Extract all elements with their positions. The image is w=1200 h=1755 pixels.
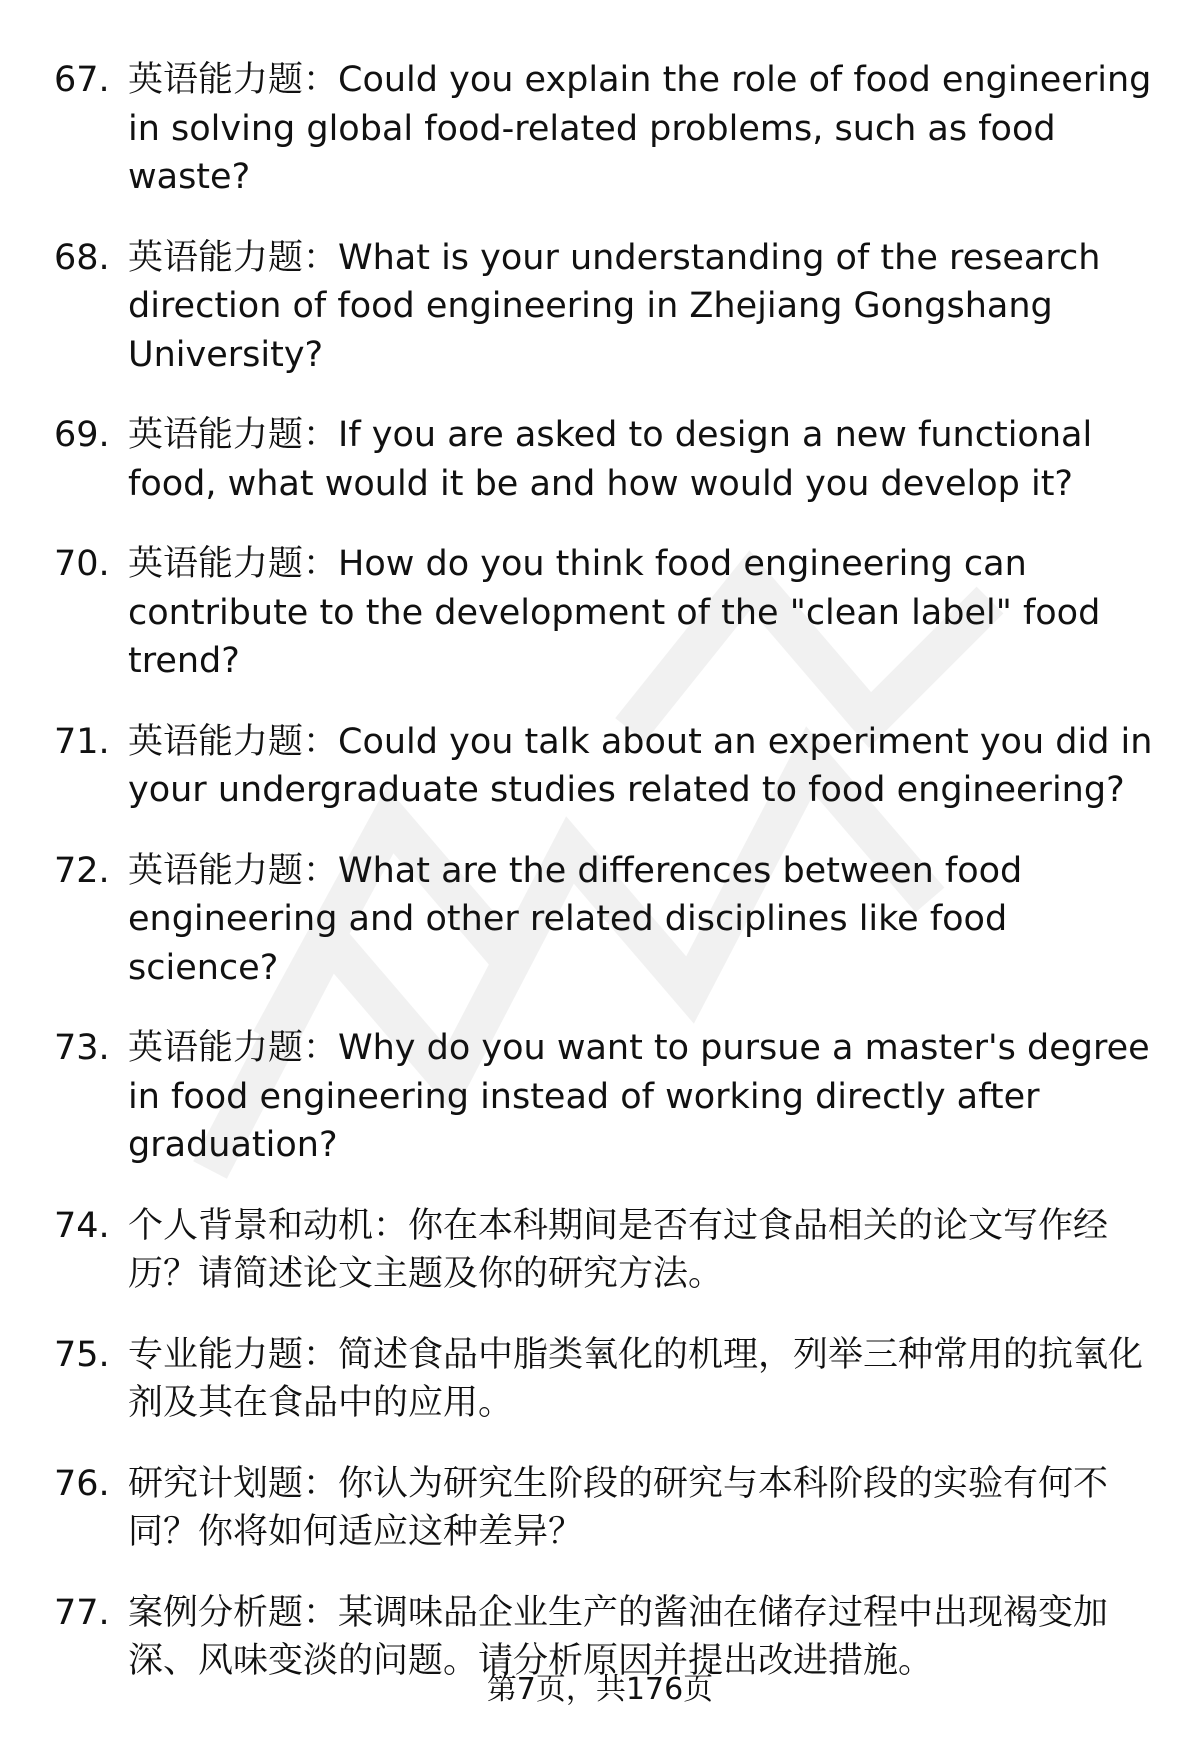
question-item xyxy=(54,411,1166,508)
question-item xyxy=(54,1024,1166,1170)
question-number: 76. xyxy=(54,1463,110,1504)
question-text: 专业能力题：简述食品中脂类氧化的机理，列举三种常用的抗氧化剂及其在食品中的应用。 xyxy=(128,1334,1144,1423)
question-text: 英语能力题：Could you explain the role of food engineering in solving global food-related problems, such as food waste? xyxy=(128,60,1152,197)
question-text: 英语能力题：What are the differences between food engineering and other related disciplines like food science? xyxy=(128,850,1023,988)
question-text: 英语能力题：What is your understanding of the research direction of food engineering in Zhejiang Gongshang University? xyxy=(128,237,1101,375)
question-text: 案例分析题：某调味品企业生产的酱油在储存过程中出现褐变加深、风味变淡的问题。请分析原因并提出改进措施。 xyxy=(128,1592,1109,1681)
question-item xyxy=(54,718,1166,815)
question-number: 75. xyxy=(54,1334,110,1375)
question-number: 72. xyxy=(54,850,110,891)
question-item xyxy=(54,234,1166,380)
question-number: 68. xyxy=(54,237,110,278)
question-text: 研究计划题：你认为研究生阶段的研究与本科阶段的实验有何不同？你将如何适应这种差异？ xyxy=(128,1463,1109,1552)
page-footer xyxy=(0,1670,1200,1710)
question-item xyxy=(54,1202,1166,1299)
page-number-label: 第7页，共176页 xyxy=(486,1672,714,1707)
question-item xyxy=(54,847,1166,993)
question-number: 73. xyxy=(54,1028,110,1068)
question-list xyxy=(54,56,1166,1718)
question-text: 个人背景和动机：你在本科期间是否有过食品相关的论文写作经历？请简述论文主题及你的研究方法。 xyxy=(128,1205,1109,1294)
question-number: 71. xyxy=(54,721,110,762)
question-text: 英语能力题：Could you talk about an experiment you did in your undergraduate studies related to food engineering? xyxy=(128,721,1153,810)
question-item xyxy=(54,1331,1166,1428)
question-text: 英语能力题：If you are asked to design a new functional food, what would it be and how would you develop it? xyxy=(128,415,1093,504)
question-number: 69. xyxy=(54,415,110,455)
question-number: 70. xyxy=(54,544,110,584)
question-number: 77. xyxy=(54,1592,110,1633)
question-number: 74. xyxy=(54,1205,110,1246)
question-item xyxy=(54,56,1166,202)
question-item xyxy=(54,1460,1166,1557)
question-text: 英语能力题：How do you think food engineering can contribute to the development of the "clean label" food trend? xyxy=(128,544,1101,681)
question-number: 67. xyxy=(54,60,110,100)
question-item xyxy=(54,540,1166,686)
question-text: 英语能力题：Why do you want to pursue a master's degree in food engineering instead of working directly after graduation? xyxy=(128,1028,1150,1165)
